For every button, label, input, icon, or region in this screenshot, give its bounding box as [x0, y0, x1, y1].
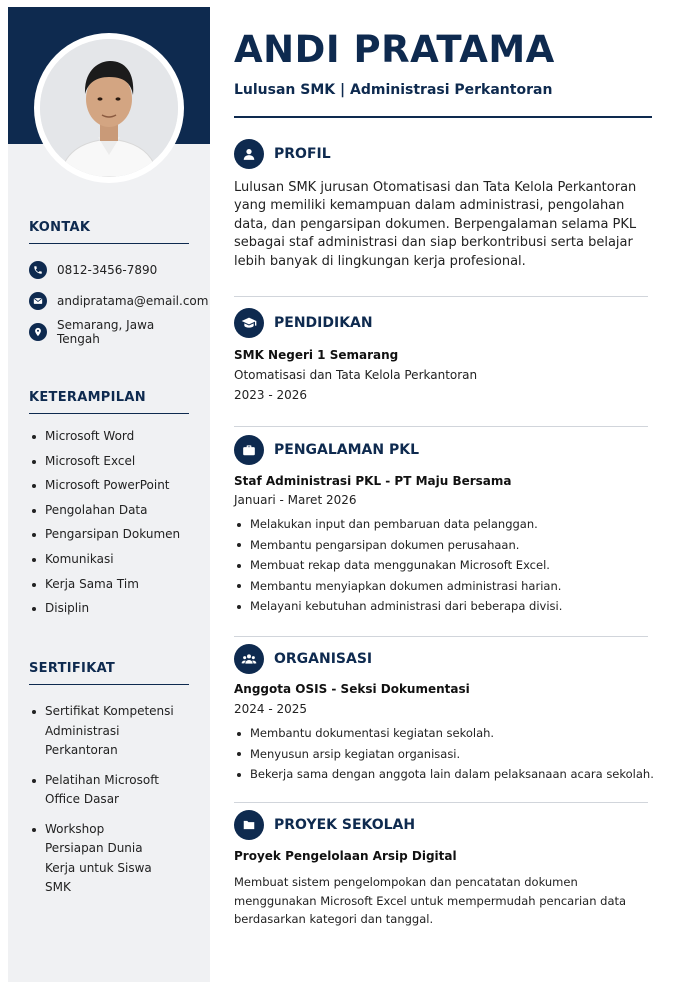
certificates-title: SERTIFIKAT — [29, 661, 189, 685]
certificates-list — [29, 695, 189, 898]
education-major: Otomatisasi dan Tata Kelola Perkantoran — [234, 368, 478, 382]
contact-location-text: Semarang, Jawa Tengah — [57, 317, 155, 346]
certificates-section — [29, 661, 189, 908]
email-icon — [29, 292, 47, 310]
education-school: SMK Negeri 1 Semarang — [234, 348, 399, 362]
divider — [234, 296, 648, 297]
organization-title: ORGANISASI — [274, 651, 373, 667]
candidate-name: ANDI PRATAMA — [234, 28, 555, 71]
list-item: Microsoft Excel — [29, 449, 189, 474]
divider — [234, 636, 648, 637]
location-icon — [29, 323, 47, 341]
contact-phone-text: 0812-3456-7890 — [57, 262, 158, 277]
divider — [234, 802, 648, 803]
education-years: 2023 - 2026 — [234, 388, 308, 402]
list-item: Membantu menyiapkan dokumen administrasi harian. — [234, 576, 562, 597]
graduation-cap-icon — [234, 308, 264, 338]
profile-photo-frame — [34, 33, 184, 183]
contact-section — [29, 220, 209, 347]
project-title: PROYEK SEKOLAH — [274, 817, 416, 833]
skills-list — [29, 424, 189, 621]
contact-email — [29, 285, 209, 316]
experience-title: PENGALAMAN PKL — [274, 442, 420, 458]
list-item: Komunikasi — [29, 547, 189, 572]
candidate-subtitle: Lulusan SMK | Administrasi Perkantoran — [234, 82, 553, 98]
list-item: Bekerja sama dengan anggota lain dalam pelaksanaan acara sekolah. — [234, 764, 654, 785]
project-name: Proyek Pengelolaan Arsip Digital — [234, 849, 457, 863]
experience-bullets — [234, 514, 562, 617]
list-item: Disiplin — [29, 596, 189, 621]
sidebar — [8, 7, 210, 982]
skills-section — [29, 390, 189, 621]
list-item: Membantu dokumentasi kegiatan sekolah. — [234, 723, 654, 744]
contact-location — [29, 316, 189, 347]
list-item: Workshop Persiapan Dunia Kerja untuk Siswa SMK — [29, 820, 155, 898]
list-item: Sertifikat Kompetensi Administrasi Perkantoran — [29, 702, 179, 761]
list-item: Melayani kebutuhan administrasi dari beberapa divisi. — [234, 596, 562, 617]
contact-title: KONTAK — [29, 220, 189, 244]
list-item: Pengarsipan Dokumen — [29, 522, 189, 547]
education-heading — [234, 308, 373, 338]
organization-heading — [234, 644, 372, 674]
divider — [234, 426, 648, 427]
folder-icon — [234, 810, 264, 840]
briefcase-icon — [234, 435, 264, 465]
organization-period: 2024 - 2025 — [234, 702, 308, 716]
list-item: Microsoft PowerPoint — [29, 473, 189, 498]
list-item: Pelatihan Microsoft Office Dasar — [29, 771, 189, 810]
education-title: PENDIDIKAN — [274, 315, 373, 331]
project-description: Membuat sistem pengelompokan dan pencatatan dokumen menggunakan Microsoft Excel untuk mempermudah pencarian data berdasarkan kategori dan tanggal. — [234, 875, 627, 926]
list-item: Melakukan input dan pembaruan data pelanggan. — [234, 514, 562, 535]
list-item: Membuat rekap data menggunakan Microsoft Excel. — [234, 555, 562, 576]
group-icon — [234, 644, 264, 674]
profile-title: PROFIL — [274, 146, 331, 162]
profile-heading — [234, 139, 331, 169]
profile-text: Lulusan SMK jurusan Otomatisasi dan Tata Kelola Perkantoran yang memiliki kemampuan dalam administrasi, pengolahan data, dan pengarsipan dokumen. Berpengalaman selama PKL sebagai staf administrasi dan siap berkontribusi serta belajar lebih banyak di lingkungan kerja profesional. — [234, 180, 637, 269]
profile-photo — [40, 39, 178, 177]
skills-title: KETERAMPILAN — [29, 390, 189, 414]
experience-heading — [234, 435, 419, 465]
list-item: Menyusun arsip kegiatan organisasi. — [234, 744, 654, 765]
contact-email-text: andipratama@email.com — [57, 293, 209, 308]
contact-phone — [29, 254, 189, 285]
phone-icon — [29, 261, 47, 279]
list-item: Pengolahan Data — [29, 498, 189, 523]
project-heading — [234, 810, 415, 840]
experience-role: Staf Administrasi PKL - PT Maju Bersama — [234, 474, 512, 488]
header-rule — [234, 116, 652, 118]
organization-role: Anggota OSIS - Seksi Dokumentasi — [234, 682, 470, 696]
list-item: Kerja Sama Tim — [29, 572, 189, 597]
list-item: Microsoft Word — [29, 424, 189, 449]
organization-bullets — [234, 723, 654, 785]
person-icon — [234, 139, 264, 169]
experience-period: Januari - Maret 2026 — [234, 493, 357, 507]
list-item: Membantu pengarsipan dokumen perusahaan. — [234, 535, 562, 556]
